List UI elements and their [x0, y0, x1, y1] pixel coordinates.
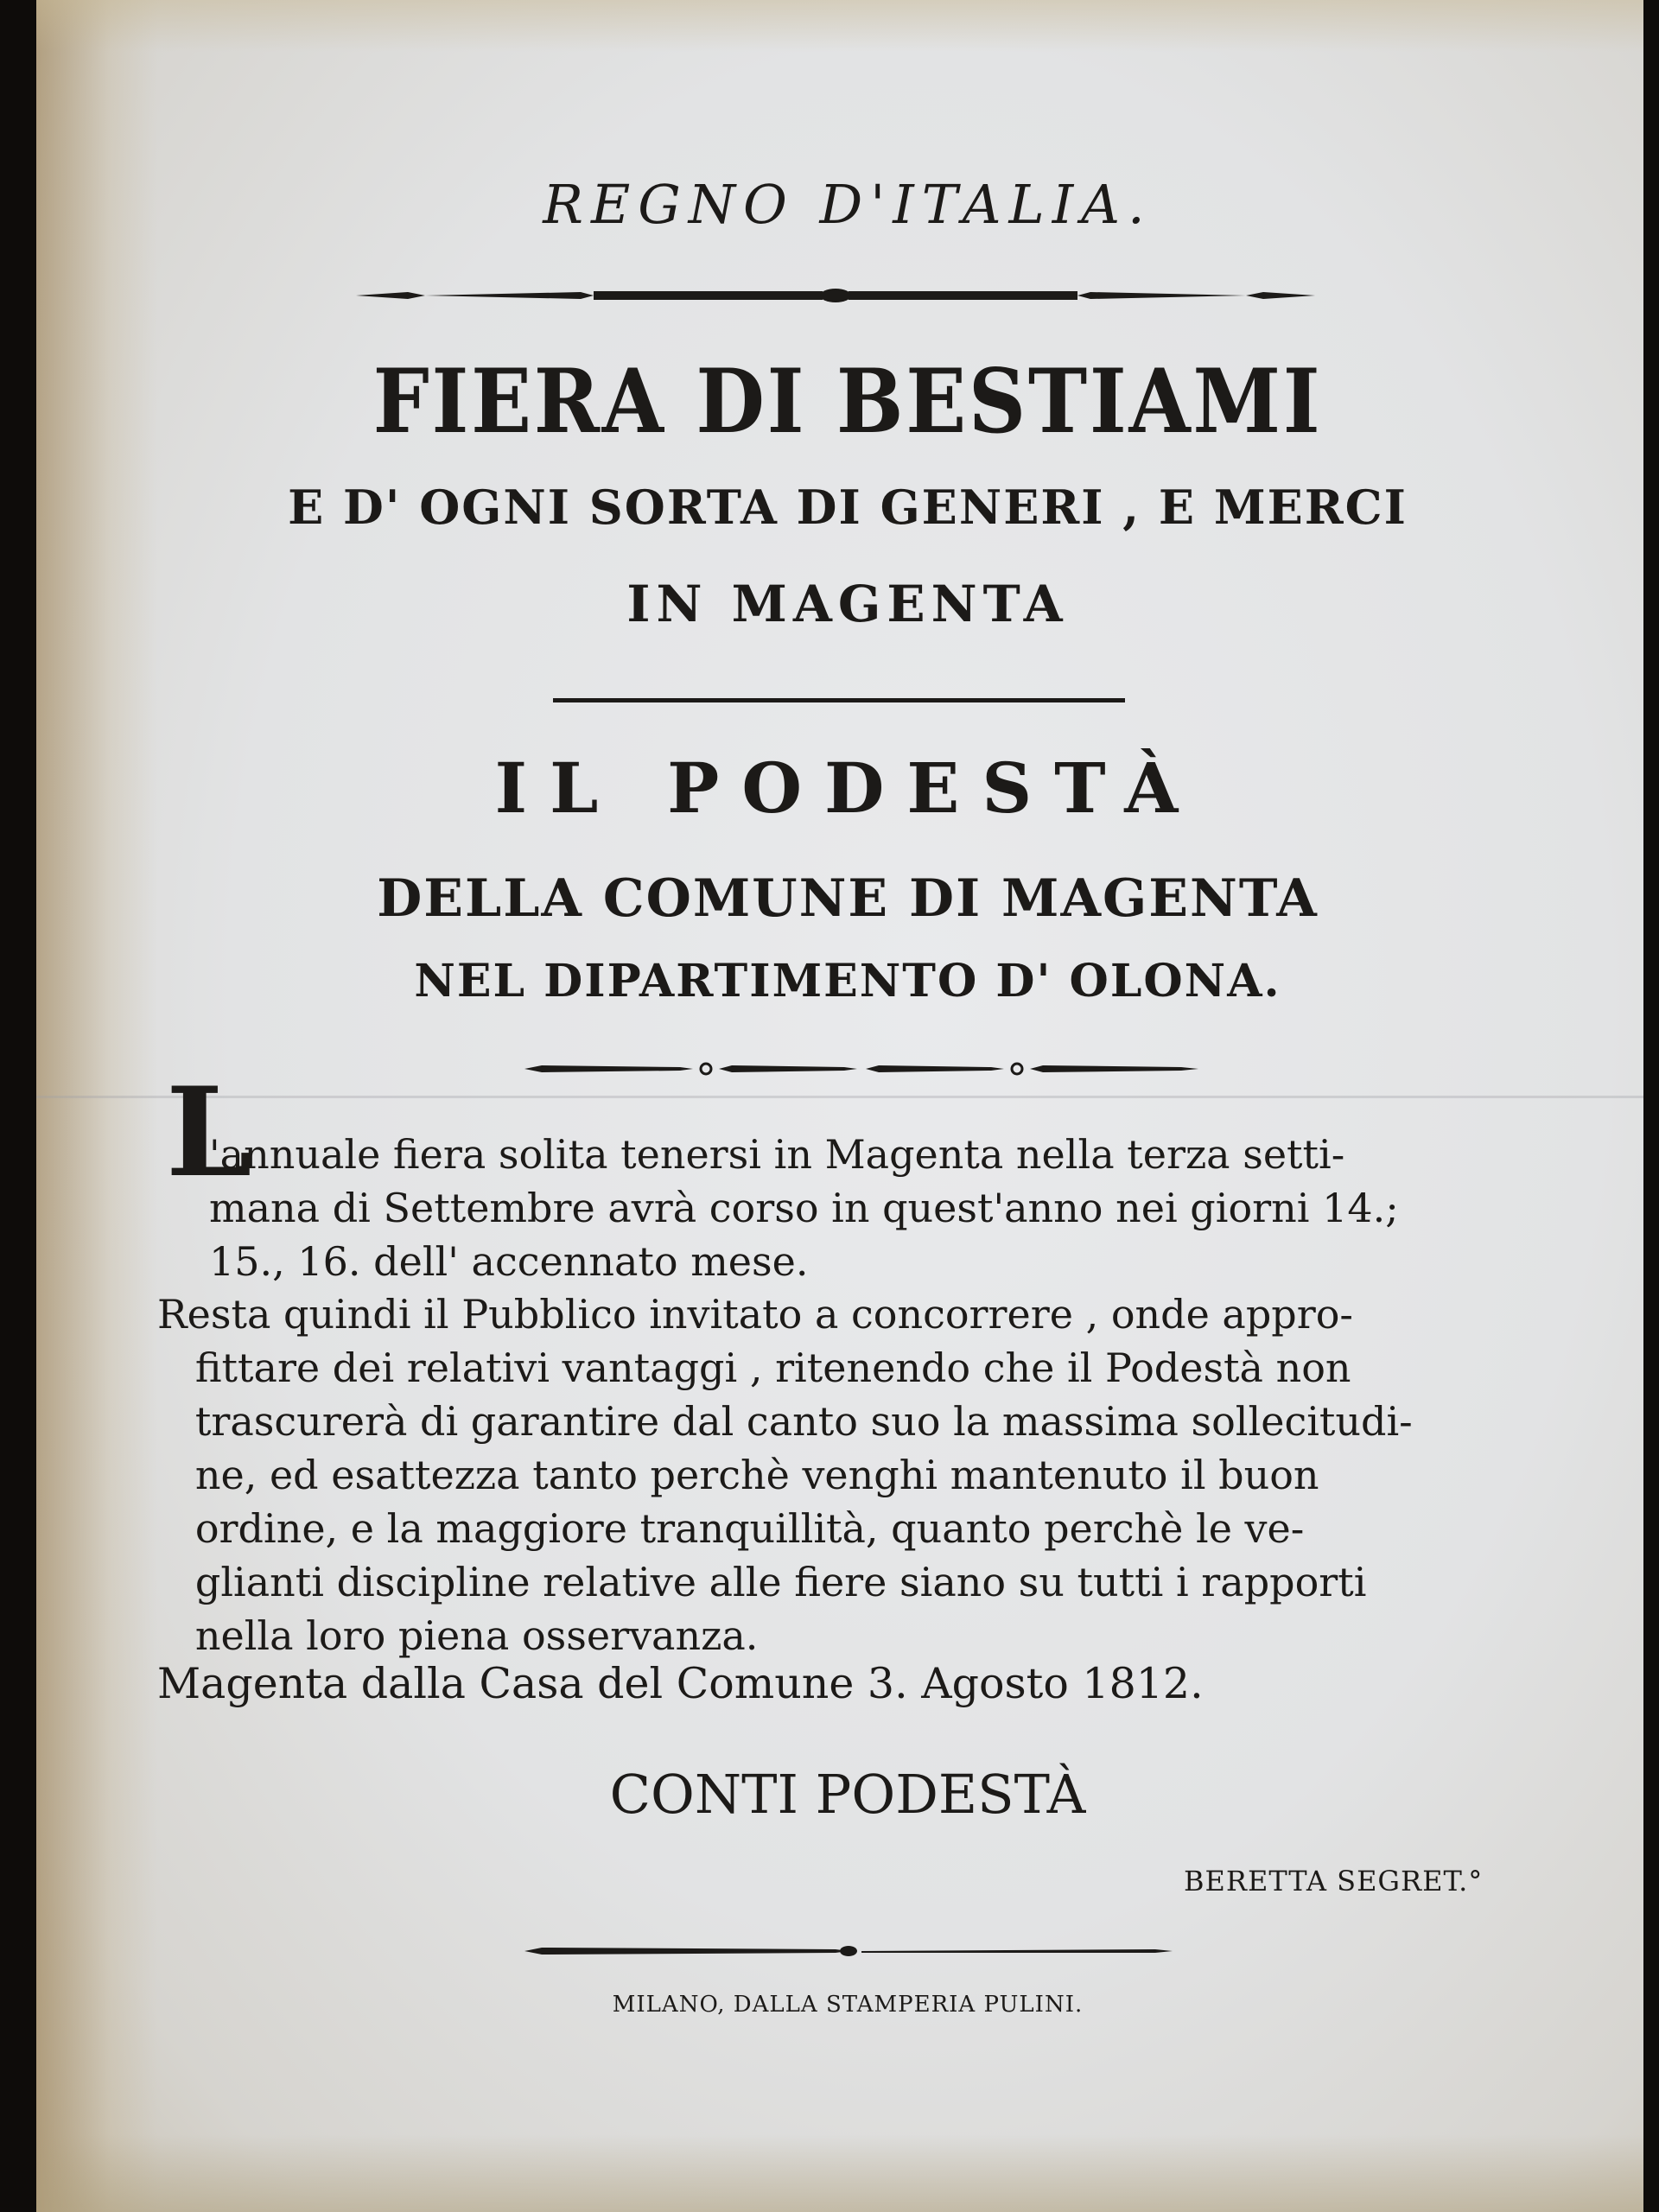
fair-title: FIERA DI BESTIAMI [372, 350, 1323, 454]
podesta-heading: IL PODESTÀ [494, 747, 1201, 829]
drop-cap-letter: L [166, 1061, 252, 1205]
commune-line: DELLA COMUNE DI MAGENTA [377, 868, 1319, 929]
printer-imprint: MILANO, DALLA STAMPERIA PULINI. [612, 1992, 1084, 2018]
divider-rule [553, 698, 1125, 702]
mayor-signature: CONTI PODESTÀ [609, 1763, 1086, 1826]
announcement-paragraph-2: Resta quindi il Pubblico invitato a concorrere , onde appro- fittare dei relativi vantaggi , ritenendo che il Podestà non trascurerà di garantire dal canto suo la massima sollecitudi- ne, ed esattezza tanto perchè venghi mantenuto il buon ordine, e la maggiore tranquillità, quanto perchè le ve- glianti discipline relative alle fiere siano su tutti i rapporti nella loro piena osservanza. [157, 1291, 1413, 1659]
paper-stain-left [36, 0, 157, 2212]
kingdom-heading: REGNO D'ITALIA. [543, 173, 1153, 236]
paper-fold-line [36, 1096, 1643, 1098]
poster-sheet [36, 0, 1643, 2212]
secretary-signature: BERETTA SEGRET.° [1184, 1865, 1484, 1897]
paper-stain-top [36, 0, 1643, 52]
dateline: Magenta dalla Casa del Comune 3. Agosto 1812. [157, 1659, 1204, 1708]
department-line: NEL DIPARTIMENTO D' OLONA. [414, 955, 1281, 1007]
fair-subtitle-goods: E D' OGNI SORTA DI GENERI , E MERCI [288, 480, 1408, 535]
ornament-rule-bottom [524, 1942, 1173, 1960]
ornament-rule-top [356, 285, 1315, 306]
ornament-rule-middle [524, 1059, 1198, 1078]
paper-stain-bottom [36, 2134, 1643, 2212]
announcement-paragraph-1: 'annuale fiera solita tenersi in Magenta nella terza setti- mana di Settembre avrà corso in quest'anno nei giorni 14.; 15., 16. dell' accennato mese. [209, 1131, 1399, 1285]
fair-subtitle-location: IN MAGENTA [626, 575, 1069, 633]
